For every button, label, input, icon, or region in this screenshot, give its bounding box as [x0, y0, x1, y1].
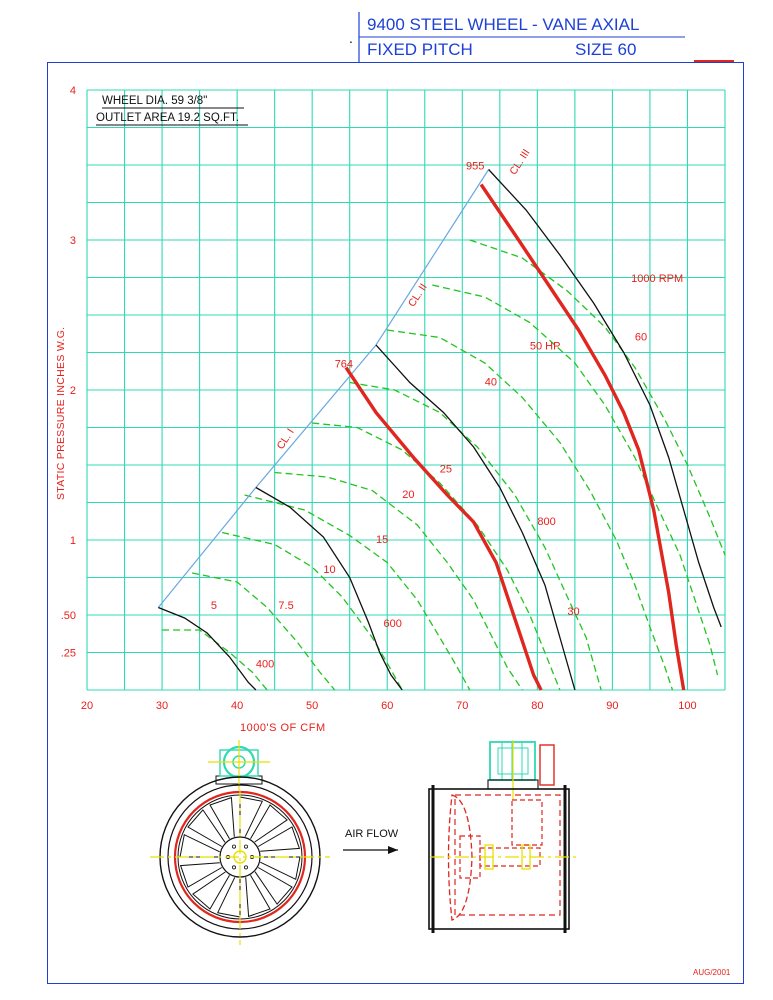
hp-label: 15 — [375, 534, 389, 546]
hp-curve — [245, 495, 470, 690]
x-axis-label: 1000'S OF CFM — [240, 722, 326, 734]
drawing-date: AUG/2001 — [693, 968, 731, 977]
hub-bolt — [244, 866, 247, 869]
x-tick-label: 30 — [155, 700, 169, 712]
hp-label: 40 — [484, 376, 498, 389]
rpm-label: 1000 RPM — [631, 273, 684, 285]
hp-curve — [470, 240, 725, 555]
y-tick-label: 3 — [69, 235, 76, 247]
hp-curve — [387, 330, 672, 690]
class-label: CL. I — [274, 426, 297, 452]
y-tick-label: 2 — [69, 385, 76, 397]
y-axis-label: STATIC PRESSURE INCHES W.G. — [55, 326, 67, 500]
hp-label: 30 — [567, 606, 580, 618]
hp-curve — [192, 573, 335, 690]
hp-label: 50 HP — [529, 340, 561, 353]
fan-front-view — [150, 740, 330, 945]
x-tick-label: 90 — [606, 700, 619, 712]
hub-bolt — [244, 845, 247, 848]
hp-label: 20 — [402, 489, 415, 501]
wheel-diameter-text: WHEEL DIA. 59 3/8" — [102, 95, 208, 107]
fan-blade — [210, 798, 234, 839]
hp-label: 60 — [634, 331, 648, 344]
fan-blade — [246, 875, 270, 916]
rpm-curve-highlighted — [481, 185, 684, 691]
hp-curve — [162, 630, 267, 690]
rpm-curve — [158, 608, 256, 691]
y-tick-label: .25 — [60, 647, 76, 660]
title-dot: . — [349, 30, 353, 46]
class-limit-line — [158, 170, 488, 608]
chart-grid — [87, 90, 725, 690]
rpm-label: 400 — [255, 658, 275, 671]
class-boundary-line — [158, 170, 488, 608]
hub-bolt — [232, 866, 235, 869]
rpm-label: 600 — [383, 618, 402, 630]
y-tick-label: 4 — [69, 85, 76, 97]
rpm-label: 764 — [334, 358, 354, 371]
class-label: CL. III — [507, 147, 533, 178]
air-flow-label: AIR FLOW — [345, 828, 399, 840]
fan-blade — [240, 797, 262, 837]
outlet-area-text: OUTLET AREA 19.2 SQ.FT. — [96, 112, 239, 124]
chart-subtitle-pitch: FIXED PITCH — [367, 40, 473, 59]
x-tick-label: 80 — [531, 700, 544, 712]
fan-blade — [181, 863, 222, 887]
rpm-curves — [158, 170, 721, 691]
x-tick-label: 50 — [306, 700, 319, 712]
y-tick-label: .50 — [60, 610, 76, 622]
fan-blade — [260, 857, 300, 879]
rpm-label: 800 — [537, 516, 556, 528]
hub-bolt — [232, 845, 235, 848]
hp-label: 10 — [323, 564, 336, 576]
chart-subtitle-size: SIZE 60 — [575, 40, 637, 59]
y-tick-label: 1 — [69, 535, 76, 547]
rpm-label: 955 — [466, 160, 485, 173]
x-tick-label: 20 — [80, 700, 94, 712]
hp-label: 25 — [439, 463, 453, 476]
axis-tick-labels — [61, 85, 697, 712]
x-tick-label: 60 — [381, 700, 394, 712]
fan-side-view — [429, 740, 580, 933]
air-flow-indicator — [343, 828, 399, 854]
x-tick-label: 100 — [678, 700, 697, 712]
wheel-info-box — [96, 95, 248, 125]
fan-blade — [258, 827, 299, 851]
class-label: CL. II — [405, 281, 430, 310]
x-tick-label: 70 — [456, 700, 469, 712]
hp-label: 5 — [210, 600, 217, 612]
fan-blade — [180, 835, 220, 857]
chart-title: 9400 STEEL WHEEL - VANE AXIAL — [367, 15, 640, 34]
rpm-curve — [256, 488, 402, 691]
hp-label: 7.5 — [278, 600, 294, 612]
x-tick-label: 40 — [230, 700, 244, 712]
fan-blade — [218, 877, 240, 917]
